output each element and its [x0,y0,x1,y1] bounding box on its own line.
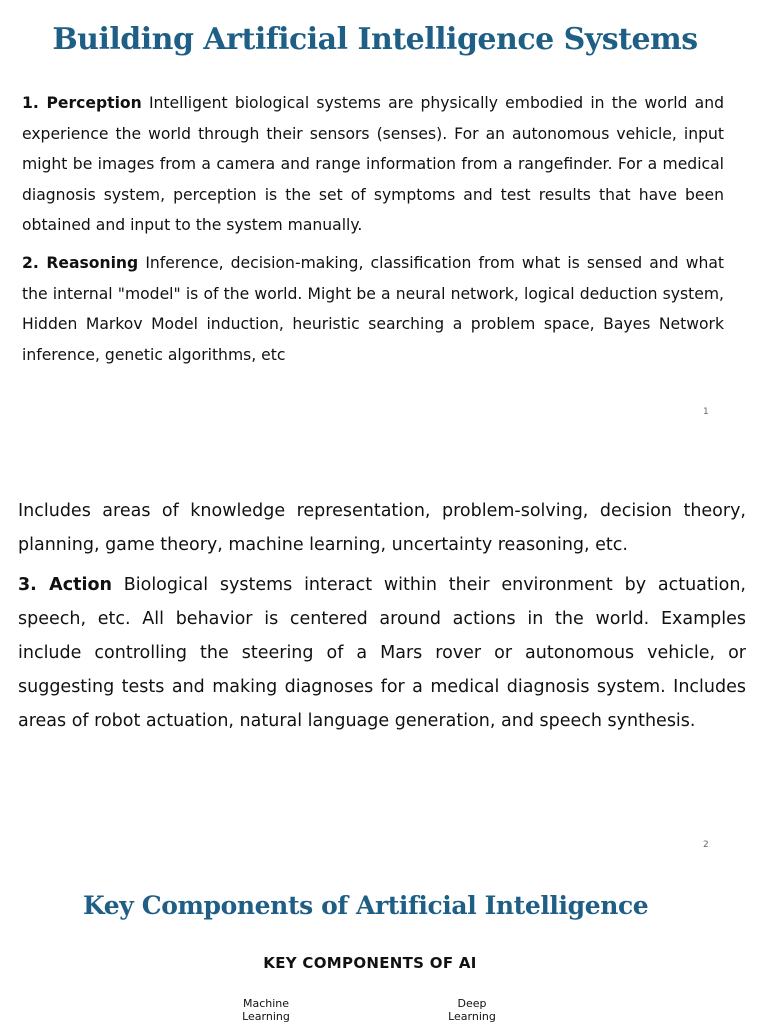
perception-paragraph [22,88,724,241]
slide-title-building-ai-systems: Building Artificial Intelligence Systems [52,22,698,57]
reasoning-text: Inference, decision-making, classification from what is sensed and what the internal "model" is of the world. Might be a neural network, logical deduction system, Hidden Markov Model induction, heuristic searching a problem space, Bayes Network inference, genetic algorithms, etc [22,254,725,364]
perception-heading: 1. Perception [22,94,142,112]
infographic-heading: KEY COMPONENTS OF AI [263,954,477,972]
reasoning-heading: 2. Reasoning [22,254,139,272]
action-heading: 3. Action [18,575,112,595]
component-label-machine-learning: Machine Learning [242,997,290,1023]
perception-text: Intelligent biological systems are physically embodied in the world and experience the world through their sensors (senses). For an autonomous vehicle, input might be images from a camera and range information from a rangefinder. For a medical diagnosis system, perception is the set of symptoms and test results that have been obtained and input to the system manually. [22,94,724,235]
action-paragraph [18,568,746,738]
component-label-deep-learning: Deep Learning [448,997,496,1023]
slide-title-key-components: Key Components of Artificial Intelligence [83,891,649,920]
key-components-infographic [150,952,590,1024]
page-number-1: 1 [703,407,709,417]
action-text: Biological systems interact within their environment by actuation, speech, etc. All behavior is centered around actions in the world. Examples include controlling the steering of a Mars rover or autonomous vehicle, or suggesting tests and making diagnoses for a medical diagnosis system. Includes areas of robot actuation, natural language generation, and speech synthesis. [18,575,746,731]
page-number-2: 2 [703,840,709,850]
reasoning-continuation-paragraph: Includes areas of knowledge representation, problem-solving, decision theory, planning, game theory, machine learning, uncertainty reasoning, etc. [18,501,746,555]
reasoning-paragraph [22,248,724,370]
